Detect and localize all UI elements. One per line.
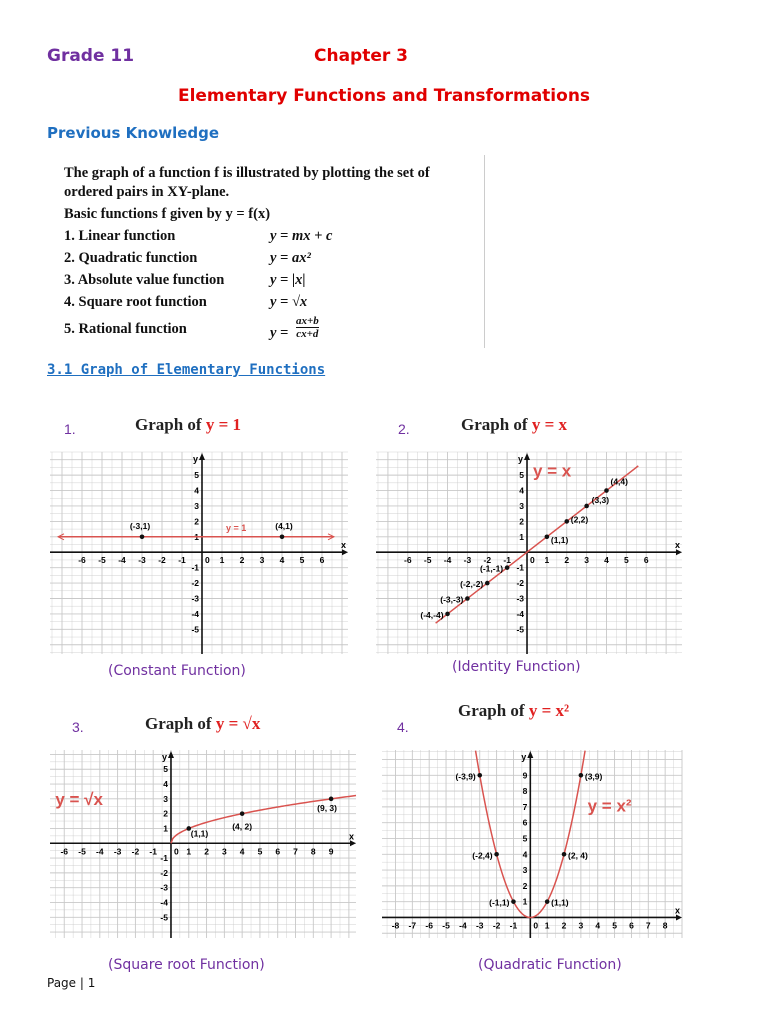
- panel-3-number: 3.: [72, 719, 84, 735]
- x-tick-label: 5: [623, 555, 629, 566]
- data-point: [511, 899, 516, 904]
- data-label: (-4,-4): [420, 609, 444, 620]
- knowledge-intro-2: ordered pairs in XY-plane.: [64, 184, 230, 200]
- y-tick-label: 3: [522, 865, 528, 876]
- y-tick-label: 9: [522, 770, 528, 781]
- x-tick-label: -5: [98, 555, 106, 566]
- x-tick-label: 1: [544, 920, 550, 931]
- y-tick-label: 1: [163, 823, 168, 834]
- x-tick-label: -3: [113, 846, 122, 857]
- y-tick-label: 1: [522, 896, 528, 907]
- x-tick-label: 3: [578, 920, 584, 931]
- knowledge-item-formula: y = √x: [270, 294, 308, 310]
- square-root-function-chart: [46, 746, 360, 942]
- y-tick-label: 2: [519, 516, 525, 527]
- rational-formula: y = $\frac{ax+b}{cx+d}$: [270, 315, 319, 341]
- data-point: [477, 773, 482, 778]
- x-tick-label: 5: [612, 920, 617, 931]
- x-tick-label: -2: [158, 555, 166, 566]
- identity-function-chart: [372, 448, 686, 658]
- origin-label: 0: [205, 555, 210, 566]
- data-label: (3,3): [591, 494, 610, 505]
- panel-4-number: 4.: [397, 719, 409, 735]
- x-tick-label: -1: [178, 555, 186, 566]
- panel-title-prefix: Graph of: [458, 701, 529, 720]
- y-tick-label: -2: [191, 578, 199, 589]
- data-point: [465, 596, 470, 601]
- x-tick-label: -4: [443, 555, 452, 566]
- x-tick-label: 3: [259, 555, 265, 566]
- knowledge-item-label: 4. Square root function: [64, 294, 207, 310]
- panel-title-equation: y = √x: [215, 714, 261, 733]
- series-label: y = x: [532, 461, 572, 481]
- panel-title-prefix: Graph of: [461, 415, 532, 434]
- knowledge-intro-1: The graph of a function f is illustrated by plotting the set of: [64, 165, 430, 181]
- x-tick-label: 8: [662, 920, 668, 931]
- data-label: (-3,1): [129, 520, 151, 531]
- y-tick-label: 6: [522, 817, 528, 828]
- x-tick-label: -1: [503, 555, 511, 566]
- x-tick-label: -6: [425, 920, 433, 931]
- data-point: [140, 535, 145, 540]
- data-point: [604, 488, 609, 493]
- x-tick-label: 4: [595, 920, 601, 931]
- y-tick-label: 5: [519, 470, 525, 481]
- data-point: [485, 581, 490, 586]
- data-label: (4,4): [610, 476, 628, 487]
- data-label: (-2,4): [472, 850, 493, 861]
- x-tick-label: 6: [643, 555, 649, 566]
- series-label: y = x²: [587, 796, 632, 816]
- data-label: (1,1): [550, 534, 569, 545]
- data-point: [562, 852, 567, 857]
- x-tick-label: 4: [604, 555, 609, 566]
- y-tick-label: 3: [519, 500, 525, 511]
- y-axis-arrow: [527, 751, 533, 758]
- data-point: [579, 773, 584, 778]
- section-title: 3.1 Graph of Elementary Functions: [47, 362, 326, 378]
- y-axis-arrow: [524, 453, 530, 460]
- x-tick-label: -2: [483, 555, 492, 566]
- x-tick-label: 2: [561, 920, 567, 931]
- knowledge-item-label: 1. Linear function: [64, 228, 176, 244]
- data-label: (-2,-2): [460, 579, 484, 590]
- panel-2-number: 2.: [398, 421, 410, 437]
- data-label: (-1,-1): [480, 563, 504, 574]
- y-tick-label: -4: [191, 608, 199, 619]
- x-tick-label: 9: [328, 846, 334, 857]
- x-tick-label: -7: [408, 920, 417, 931]
- y-tick-label: -2: [516, 578, 525, 589]
- panel-4-caption: (Quadratic Function): [478, 957, 622, 973]
- previous-knowledge-heading: Previous Knowledge: [47, 124, 220, 142]
- rational-denominator: cx+d: [296, 328, 319, 340]
- x-tick-label: -3: [138, 555, 146, 566]
- quadratic-function-chart: [378, 746, 686, 942]
- series-label: y = 1: [226, 522, 247, 533]
- data-point: [545, 899, 550, 904]
- y-tick-label: -2: [160, 867, 168, 878]
- knowledge-item-formula: y = |x|: [270, 272, 306, 288]
- page-number: Page | 1: [47, 976, 96, 990]
- knowledge-item-label: 2. Quadratic function: [64, 250, 198, 266]
- data-label: (2,2): [570, 514, 589, 525]
- panel-title-equation: y = x²: [528, 701, 570, 720]
- y-tick-label: 1: [519, 531, 525, 542]
- data-label: (-3,9): [455, 771, 476, 782]
- x-tick-label: 6: [275, 846, 281, 857]
- x-tick-label: 7: [293, 846, 298, 857]
- data-point: [584, 504, 589, 509]
- data-point: [494, 852, 499, 857]
- panel-title-prefix: Graph of: [135, 415, 206, 434]
- y-tick-label: 4: [519, 485, 525, 496]
- x-tick-label: -2: [131, 846, 140, 857]
- y-tick-label: -1: [160, 853, 168, 864]
- y-tick-label: 4: [194, 485, 199, 496]
- x-tick-label: 4: [279, 555, 285, 566]
- panel-3-title: [145, 714, 260, 734]
- x-tick-label: 1: [544, 555, 550, 566]
- x-axis-label: x: [340, 540, 346, 551]
- y-axis-label: y: [517, 454, 524, 464]
- x-tick-label: 1: [186, 846, 192, 857]
- panel-3-caption: (Square root Function): [108, 957, 265, 973]
- y-tick-label: 5: [194, 470, 199, 481]
- panel-2-title: [461, 415, 567, 435]
- data-label: (4, 2): [232, 821, 253, 832]
- y-axis-label: y: [161, 752, 167, 762]
- y-tick-label: 3: [163, 793, 168, 804]
- x-tick-label: 6: [629, 920, 634, 931]
- x-tick-label: -6: [60, 846, 69, 857]
- y-tick-label: -3: [160, 882, 168, 893]
- data-point: [505, 565, 510, 570]
- x-tick-label: -5: [78, 846, 86, 857]
- x-tick-label: 1: [219, 555, 225, 566]
- y-tick-label: -5: [160, 912, 168, 923]
- x-tick-label: -6: [78, 555, 86, 566]
- x-axis-label: x: [674, 905, 680, 916]
- x-tick-label: 2: [204, 846, 209, 857]
- x-tick-label: 8: [310, 846, 316, 857]
- y-tick-label: 7: [522, 801, 528, 812]
- y-tick-label: 1: [194, 531, 199, 542]
- x-tick-label: 3: [584, 555, 589, 566]
- data-label: (-3,-3): [440, 594, 464, 605]
- data-label: (1,1): [551, 897, 569, 908]
- x-tick-label: -6: [404, 555, 412, 566]
- knowledge-item-label: 5. Rational function: [64, 321, 187, 337]
- x-tick-label: -8: [391, 920, 400, 931]
- data-point: [329, 797, 334, 802]
- y-axis-label: y: [521, 752, 527, 762]
- panel-1-caption: (Constant Function): [108, 663, 246, 679]
- x-tick-label: 5: [257, 846, 263, 857]
- x-tick-label: -4: [96, 846, 104, 857]
- x-tick-label: -2: [492, 920, 501, 931]
- chapter-label: Chapter 3: [314, 46, 409, 66]
- x-tick-label: -5: [423, 555, 432, 566]
- x-tick-label: -1: [149, 846, 157, 857]
- y-tick-label: 5: [522, 833, 528, 844]
- y-tick-label: -3: [191, 593, 199, 604]
- y-tick-label: -4: [160, 897, 168, 908]
- x-tick-label: 2: [239, 555, 245, 566]
- y-tick-label: -1: [516, 562, 525, 573]
- y-tick-label: -5: [516, 624, 525, 635]
- y-tick-label: 2: [163, 808, 168, 819]
- knowledge-item-formula: y = ax²: [270, 250, 311, 266]
- y-tick-label: -1: [191, 562, 199, 573]
- data-point: [445, 612, 450, 617]
- y-tick-label: 4: [522, 849, 528, 860]
- data-label: (1,1): [190, 828, 209, 839]
- x-tick-label: 3: [221, 846, 227, 857]
- panel-1-title: [135, 415, 241, 435]
- panel-1-number: 1.: [64, 421, 76, 437]
- y-axis-arrow: [199, 453, 205, 460]
- y-tick-label: 2: [194, 516, 199, 527]
- x-axis-label: x: [348, 831, 354, 842]
- data-point: [280, 535, 285, 540]
- y-tick-label: 4: [163, 779, 168, 790]
- data-label: (-1,1): [489, 897, 510, 908]
- origin-label: 0: [530, 555, 535, 566]
- y-tick-label: 2: [522, 880, 528, 891]
- data-point: [564, 519, 569, 524]
- panel-title-equation: y = 1: [205, 415, 242, 434]
- x-tick-label: -4: [459, 920, 467, 931]
- panel-title-equation: y = x: [531, 415, 568, 434]
- y-tick-label: -3: [516, 593, 525, 604]
- x-tick-label: -1: [509, 920, 518, 931]
- knowledge-item-formula: y = mx + c: [270, 228, 333, 244]
- origin-label: 0: [533, 920, 539, 931]
- data-label: (9, 3): [317, 802, 338, 813]
- constant-function-chart: [46, 448, 352, 658]
- data-label: (2, 4): [568, 850, 588, 861]
- series-label: y = √x: [55, 789, 103, 809]
- y-tick-label: 3: [194, 500, 199, 511]
- panel-title-prefix: Graph of: [145, 714, 216, 733]
- x-tick-label: -3: [463, 555, 472, 566]
- data-point: [240, 811, 245, 816]
- rational-numerator: ax+b: [295, 315, 319, 327]
- panel-2-caption: (Identity Function): [452, 659, 581, 675]
- x-tick-label: 2: [564, 555, 570, 566]
- y-tick-label: -5: [191, 624, 199, 635]
- x-tick-label: 7: [645, 920, 651, 931]
- y-tick-label: 8: [522, 786, 528, 797]
- x-tick-label: 6: [319, 555, 325, 566]
- x-tick-label: 5: [299, 555, 305, 566]
- knowledge-basic-line: Basic functions f given by y = f(x): [64, 206, 271, 222]
- origin-label: 0: [173, 846, 179, 857]
- data-point: [545, 535, 550, 540]
- knowledge-item-label: 3. Absolute value function: [64, 272, 225, 288]
- data-label: (3,9): [584, 771, 603, 782]
- y-tick-label: 5: [163, 764, 168, 775]
- x-tick-label: 4: [239, 846, 245, 857]
- y-axis-label: y: [192, 454, 198, 464]
- x-axis-label: x: [674, 540, 680, 551]
- x-tick-label: -3: [475, 920, 484, 931]
- y-tick-label: -4: [516, 608, 525, 619]
- panel-4-title: [458, 701, 569, 721]
- data-label: (4,1): [275, 520, 293, 531]
- x-tick-label: -4: [118, 555, 126, 566]
- knowledge-box: [52, 155, 485, 348]
- page-title: Elementary Functions and Transformations: [177, 86, 591, 106]
- x-tick-label: -5: [442, 920, 450, 931]
- grade-label: Grade 11: [47, 46, 135, 66]
